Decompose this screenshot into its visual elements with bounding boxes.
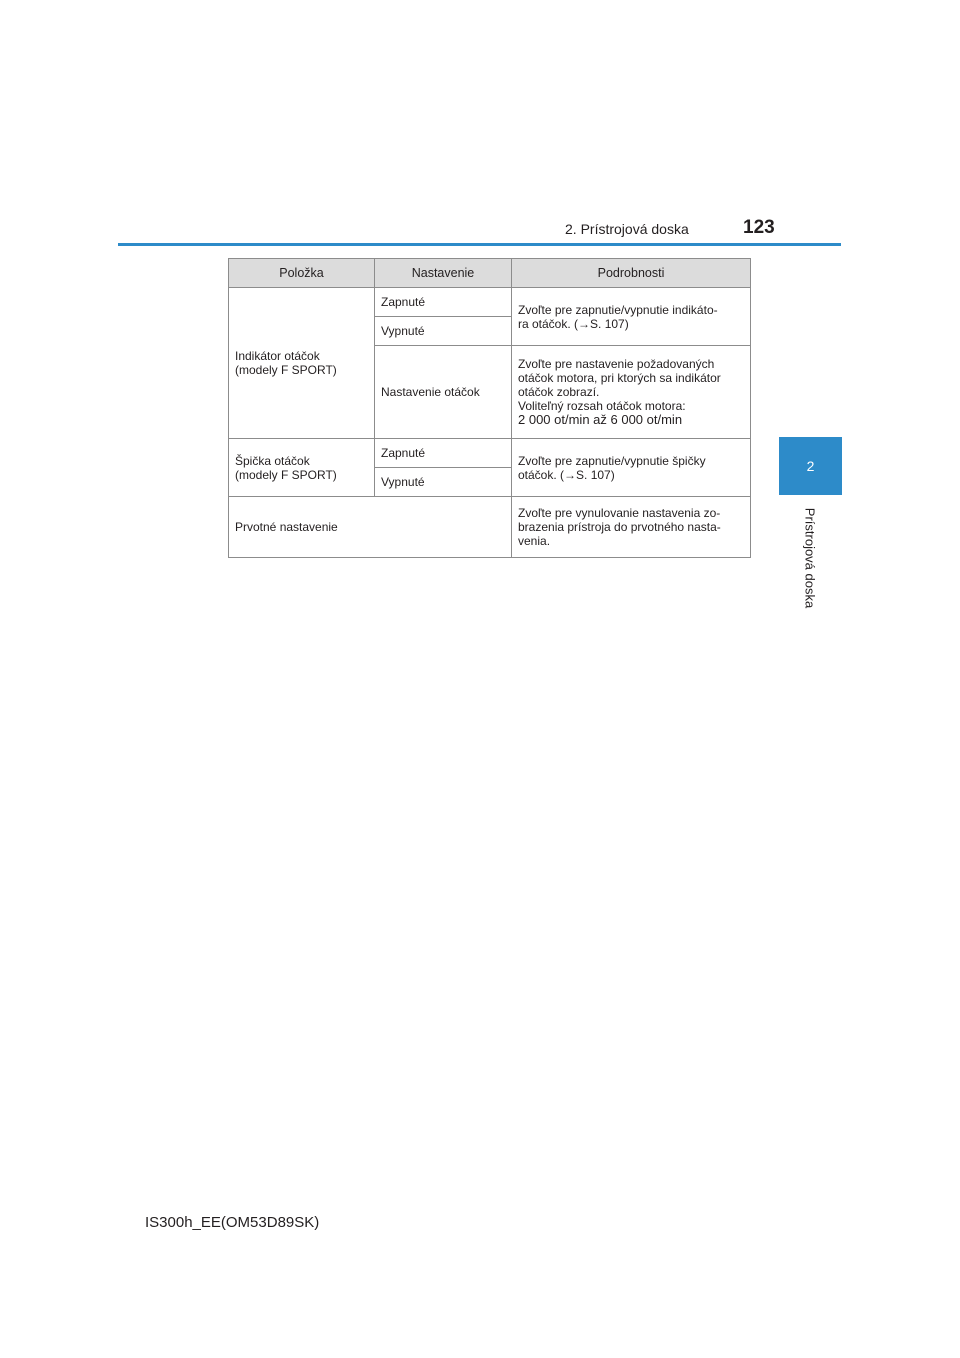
item-sublabel: (modely F SPORT) [235,363,337,377]
header-rule [118,243,841,246]
details-line: venia. [518,534,551,548]
table-row [229,288,751,317]
setting-cell: Nastavenie otáčok [375,346,512,439]
details-line: Zvoľte pre nastavenie požadovaných [518,357,715,371]
details-cell [512,497,751,558]
details-line: Voliteľný rozsah otáčok motora: [518,399,686,413]
item-label: Indikátor otáčok [235,349,320,363]
header-item: Položka [229,259,375,288]
details-line: otáčok motora, pri ktorých sa indikátor [518,371,721,385]
details-line: ra otáčok. (→S. 107) [518,316,629,331]
header-details: Podrobnosti [512,259,751,288]
details-line: 2 000 ot/min až 6 000 ot/min [518,412,683,427]
setting-cell: Vypnuté [375,468,512,497]
chapter-number: 2 [806,458,815,474]
item-sublabel: (modely F SPORT) [235,467,337,482]
details-cell [512,346,751,439]
details-line: Zvoľte pre zapnutie/vypnutie indikáto- [518,302,718,317]
details-line: otáčok. (→S. 107) [518,467,615,482]
model-code: IS300h_EE(OM53D89SK) [145,1214,320,1231]
setting-cell: Zapnuté [375,288,512,317]
table-row [229,497,751,558]
table-row [229,439,751,468]
details-line: Zvoľte pre zapnutie/vypnutie špičky [518,453,706,468]
section-title: 2. Prístrojová doska [565,221,689,237]
item-label: Špička otáčok [235,453,310,468]
header-setting: Nastavenie [375,259,512,288]
chapter-side-title: Prístrojová doska [802,507,818,609]
details-line: otáčok zobrazí. [518,385,600,399]
item-cell [229,439,375,497]
table-header-row [229,259,751,288]
settings-table [228,258,751,558]
details-cell [512,439,751,497]
item-cell [229,288,375,439]
setting-cell: Vypnuté [375,317,512,346]
setting-cell: Zapnuté [375,439,512,468]
details-line: Zvoľte pre vynulovanie nastavenia zo- [518,506,721,520]
page-number: 123 [743,217,775,238]
chapter-tab [779,437,842,495]
details-cell [512,288,751,346]
details-line: brazenia prístroja do prvotného nasta- [518,520,721,534]
item-cell: Prvotné nastavenie [229,497,512,558]
